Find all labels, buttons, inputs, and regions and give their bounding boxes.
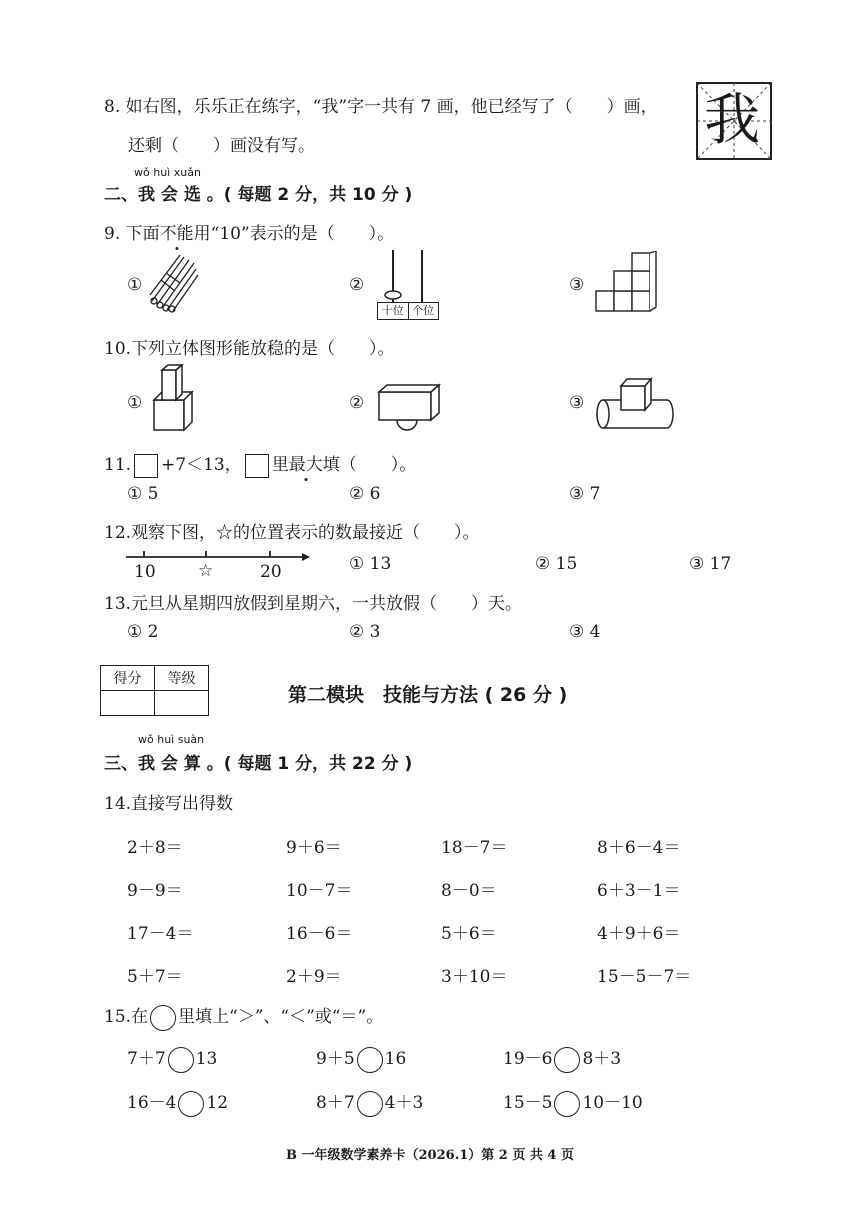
q12-option-3: ③ 17 bbox=[689, 554, 732, 574]
q15-title: 15.在 里填上“＞”、“＜”或“＝”。 bbox=[104, 1002, 383, 1031]
q12-option-2: ② 15 bbox=[535, 554, 578, 574]
q13-option-3: ③ 4 bbox=[569, 622, 601, 642]
q9-emphasis: 不能 bbox=[159, 224, 194, 244]
calc-item: 4＋9＋6＝ bbox=[597, 924, 681, 944]
calc-item: 6＋3－1＝ bbox=[597, 881, 681, 901]
compare-item: 7＋7 13 bbox=[127, 1044, 217, 1073]
compare-circle[interactable] bbox=[554, 1091, 580, 1117]
compare-circle[interactable] bbox=[357, 1091, 383, 1117]
number-line-icon bbox=[124, 548, 310, 562]
grade-cell[interactable] bbox=[155, 691, 209, 716]
score-cell[interactable] bbox=[101, 691, 155, 716]
q13-option-1: ① 2 bbox=[127, 622, 159, 642]
abacus-base bbox=[377, 302, 439, 320]
calc-item: 2＋8＝ bbox=[127, 838, 183, 858]
sec3-title: 三、我 会 算 。( 每题 1 分，共 22 分 ) bbox=[104, 754, 413, 774]
module-title: 第二模块 技能与方法 ( 26 分 ) bbox=[288, 684, 568, 706]
axis-label-10: 10 bbox=[134, 562, 156, 582]
cube-stack-icon bbox=[594, 251, 658, 315]
calc-item: 2＋9＝ bbox=[286, 967, 342, 987]
abacus-icon bbox=[377, 246, 439, 304]
block-on-sphere-icon bbox=[377, 382, 443, 432]
q10-text: 10.下列立体图形能放稳的是（ ）。 bbox=[104, 339, 395, 359]
tall-block-icon bbox=[152, 364, 194, 432]
q11-option-2: ② 6 bbox=[349, 484, 381, 504]
sec2-pinyin: wǒ huì xuǎn bbox=[134, 166, 201, 179]
calc-item: 15－5－7＝ bbox=[597, 967, 692, 987]
calc-item: 18－7＝ bbox=[441, 838, 508, 858]
compare-item: 9＋5 16 bbox=[316, 1044, 406, 1073]
calc-item: 9－9＝ bbox=[127, 881, 183, 901]
compare-item: 8＋7 4＋3 bbox=[316, 1088, 423, 1117]
blank-box bbox=[245, 454, 269, 478]
calc-item: 5＋7＝ bbox=[127, 967, 183, 987]
calc-item: 10－7＝ bbox=[286, 881, 353, 901]
compare-item: 15－5 10－10 bbox=[503, 1088, 643, 1117]
calc-item: 9＋6＝ bbox=[286, 838, 342, 858]
practice-char: 我 bbox=[704, 88, 760, 153]
compare-circle[interactable] bbox=[357, 1047, 383, 1073]
cube-on-cylinder-icon bbox=[595, 376, 677, 432]
q9-option-3: ③ bbox=[569, 275, 585, 295]
q13-option-2: ② 3 bbox=[349, 622, 381, 642]
q12-text: 12.观察下图，☆的位置表示的数最接近（ ）。 bbox=[104, 523, 480, 543]
q13-text: 13.元旦从星期四放假到星期六，一共放假（ ）天。 bbox=[104, 594, 523, 614]
sec2-title: 二、我 会 选 。( 每题 2 分，共 10 分 ) bbox=[104, 185, 413, 205]
q11-emphasis: 最大 bbox=[288, 455, 323, 475]
q10-option-1: ① bbox=[127, 393, 143, 413]
tens-label: 十位 bbox=[378, 303, 409, 319]
calc-item: 5＋6＝ bbox=[441, 924, 497, 944]
q9-option-1: ① bbox=[127, 275, 143, 295]
calc-item: 8＋6－4＝ bbox=[597, 838, 681, 858]
calc-item: 3＋10＝ bbox=[441, 967, 508, 987]
q8-line2: 还剩（ ）画没有写。 bbox=[128, 136, 315, 156]
sec3-pinyin: wǒ huì suàn bbox=[138, 733, 205, 746]
q8-line1: 8. 如右图，乐乐正在练字，“我”字一共有 7 画，他已经写了（ ）画， bbox=[104, 97, 658, 117]
star-icon: ☆ bbox=[198, 561, 214, 581]
grade-header: 等级 bbox=[155, 666, 209, 691]
blank-circle bbox=[150, 1005, 176, 1031]
calc-item: 17－4＝ bbox=[127, 924, 194, 944]
score-header: 得分 bbox=[101, 666, 155, 691]
calc-item: 16－6＝ bbox=[286, 924, 353, 944]
compare-circle[interactable] bbox=[178, 1091, 204, 1117]
q11-text: 11. +7＜13， 里最大填（ ）。 bbox=[104, 450, 416, 478]
score-table bbox=[100, 665, 209, 716]
q12-option-1: ① 13 bbox=[349, 554, 392, 574]
axis-label-20: 20 bbox=[260, 562, 282, 582]
q10-option-2: ② bbox=[349, 393, 365, 413]
abacus bbox=[377, 246, 439, 320]
calc-item: 8－0＝ bbox=[441, 881, 497, 901]
page-footer: B 一年级数学素养卡（2026.1）第 2 页 共 4 页 bbox=[286, 1148, 574, 1163]
q10-option-3: ③ bbox=[569, 393, 585, 413]
compare-item: 16－4 12 bbox=[127, 1088, 228, 1117]
compare-circle[interactable] bbox=[554, 1047, 580, 1073]
q9-option-2: ② bbox=[349, 275, 365, 295]
q14-title: 14.直接写出得数 bbox=[104, 794, 234, 814]
q11-option-3: ③ 7 bbox=[569, 484, 601, 504]
stick-bundle-icon bbox=[148, 251, 200, 313]
ones-label: 个位 bbox=[412, 304, 435, 317]
compare-item: 19－6 8＋3 bbox=[503, 1044, 621, 1073]
practice-char-grid bbox=[696, 82, 772, 160]
q9-text: 9. 下面不能用“10”表示的是（ ）。 bbox=[104, 224, 395, 244]
q11-option-1: ① 5 bbox=[127, 484, 159, 504]
blank-box bbox=[134, 454, 158, 478]
compare-circle[interactable] bbox=[168, 1047, 194, 1073]
